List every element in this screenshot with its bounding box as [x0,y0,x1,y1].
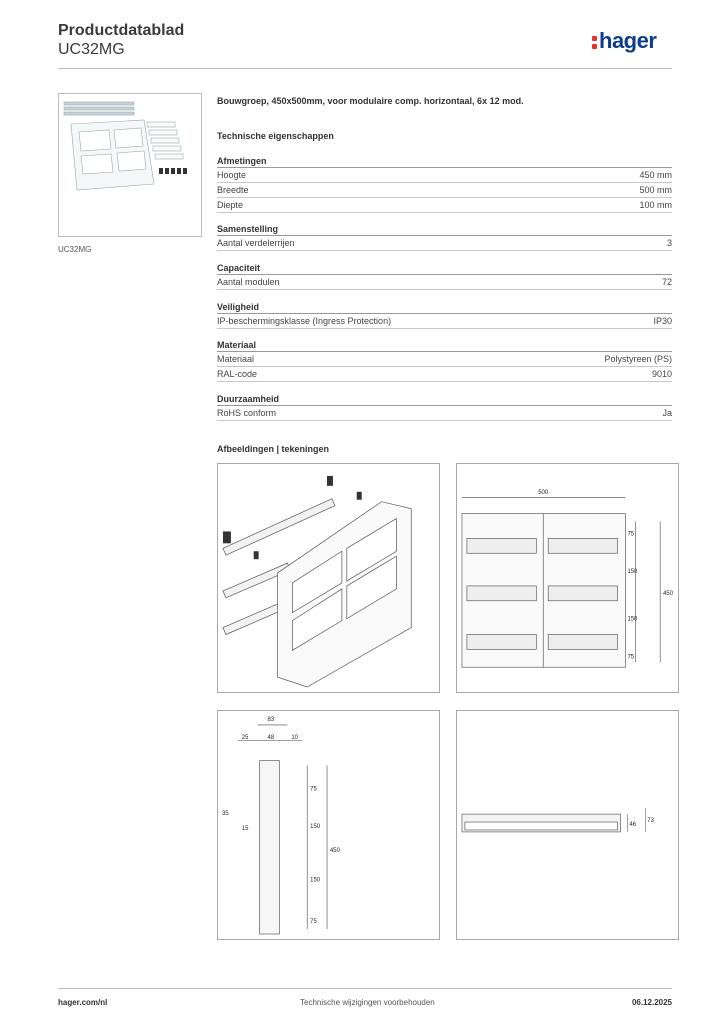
side-s4-label: 75 [310,919,317,926]
footer-date: 06.12.2025 [631,998,672,1007]
footer-website-link[interactable]: hager.com/nl [58,998,108,1007]
logo-text: hager [599,28,657,53]
spec-group-capacity [217,262,672,290]
spec-row: RAL-code 9010 [217,367,672,382]
footer-divider [58,988,672,989]
side-a-label: 25 [241,734,249,741]
drawing-front-view [456,463,679,693]
side-b-label: 48 [267,734,275,741]
spec-row: IP-beschermingsklasse (Ingress Protection) IP30 [217,314,672,329]
front-height-label: 450 [663,590,674,597]
front-seg2-label: 150 [627,569,638,576]
front-seg4-label: 75 [627,654,635,661]
spec-row: Aantal modulen 72 [217,275,672,290]
spec-row: Breedte 500 mm [217,183,672,198]
side-height-label: 450 [329,847,340,854]
technical-title: Technische eigenschappen [217,131,334,141]
drawing-exploded-view [217,463,440,693]
side-c-label: 10 [291,734,298,741]
spec-group-title: Capaciteit [217,262,672,275]
thumbnail-caption: UC32MG [58,245,92,254]
side-d-label: 35 [221,811,229,818]
hager-logo[interactable] [592,28,656,54]
footer-disclaimer: Technische wijzigingen voorbehouden [300,998,435,1007]
spec-group-title: Veiligheid [217,301,672,314]
logo-dots-icon [592,34,597,50]
side-e-label: 15 [241,825,249,832]
product-description: Bouwgroep, 450x500mm, voor modulaire comp. horizontaal, 6x 12 mod. [217,96,524,106]
side-s3-label: 150 [310,877,321,884]
spec-group-title: Samenstelling [217,223,672,236]
product-thumbnail [58,93,202,237]
spec-group-safety [217,301,672,329]
spec-group-title: Afmetingen [217,155,672,168]
drawing-top-view [456,710,679,940]
front-seg3-label: 150 [627,616,638,623]
side-s1-label: 75 [310,786,317,793]
spec-group-title: Materiaal [217,339,672,352]
front-seg1-label: 75 [627,531,635,538]
side-s2-label: 150 [310,823,321,830]
spec-group-composition [217,223,672,251]
spec-row: RoHS conform Ja [217,406,672,421]
spec-group-title: Duurzaamheid [217,393,672,406]
images-title: Afbeeldingen | tekeningen [217,444,330,454]
spec-group-sustainability [217,393,672,421]
spec-group-material [217,339,672,382]
spec-row: Aantal verdelerrijen 3 [217,236,672,251]
spec-row: Materiaal Polystyreen (PS) [217,352,672,367]
page-title: Productdatablad [58,22,185,39]
header-divider [58,68,672,69]
spec-row: Diepte 100 mm [217,198,672,213]
top-a-label: 46 [629,821,637,828]
front-width-label: 500 [538,489,549,496]
spec-row: Hoogte 450 mm [217,168,672,183]
spec-group-dimensions [217,155,672,213]
drawing-side-view [217,710,440,940]
side-total-label: 83 [267,716,275,723]
product-code: UC32MG [58,41,125,58]
top-b-label: 73 [647,818,654,825]
